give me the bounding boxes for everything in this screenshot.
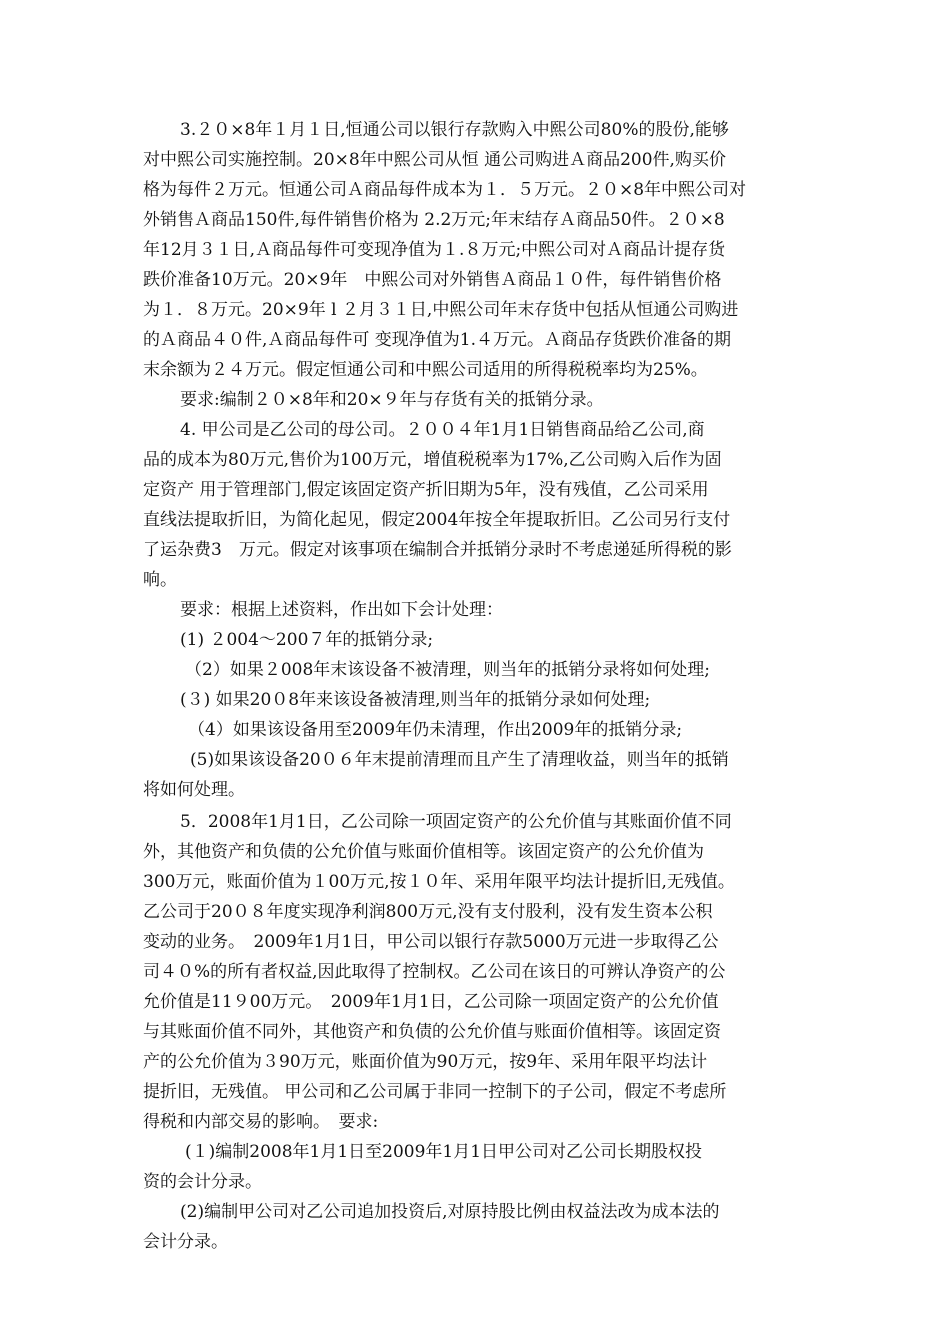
text-line: 要求：根据上述资料，作出如下会计处理： (180, 600, 503, 620)
text-line: 变动的业务。 2009年1月1日，甲公司以银行存款5000万元进一步取得乙公 (143, 932, 719, 952)
text-line: 为１．８万元。20×9年 l ２月３１日,中熙公司年末存货中包括从恒通公司购进 (143, 300, 739, 320)
text-line: 外，其他资产和负债的公允价值与账面价值相等。该固定资产的公允价值为 (143, 842, 704, 862)
text-line: 4. 甲公司是乙公司的母公司。２００４年1月1日销售商品给乙公司,商 (180, 420, 705, 440)
text-line: 年12月３１日,Ａ商品每件可变现净值为１.８万元;中熙公司对Ａ商品计提存货 (143, 240, 726, 260)
text-line: 将如何处理。 (143, 780, 245, 800)
text-line: (１)编制2008年1月1日至2009年1月1日甲公司对乙公司长期股权投 (185, 1142, 703, 1162)
text-line: （2）如果２008年末该设备不被清理，则当年的抵销分录将如何处理; (185, 660, 710, 680)
text-line: 格为每件２万元。恒通公司Ａ商品每件成本为１．５万元。２０×8年中熙公司对 (143, 180, 747, 200)
text-line: 司４０%的所有者权益,因此取得了控制权。乙公司在该日的可辨认净资产的公 (143, 962, 726, 982)
text-line: 跌价准备10万元。20×9年 中熙公司对外销售Ａ商品１０件，每件销售价格 (143, 270, 722, 290)
text-line: 资的会计分录。 (143, 1172, 262, 1192)
text-line: 要求:编制２０×8年和20×９年与存货有关的抵销分录。 (180, 390, 604, 410)
text-line: （4）如果该设备用至2009年仍未清理，作出2009年的抵销分录; (188, 720, 683, 740)
text-line: 外销售Ａ商品150件,每件销售价格为 2.2万元;年末结存Ａ商品50件。２０×8 (143, 210, 725, 230)
text-line: 3.２０×8年１月１日,恒通公司以银行存款购入中熙公司80%的股份,能够 (180, 120, 729, 140)
text-line: 会计分录。 (143, 1232, 228, 1252)
text-line: 5．2008年1月1日，乙公司除一项固定资产的公允价值与其账面价值不同 (180, 812, 732, 832)
text-line: 响。 (143, 570, 177, 590)
text-line: (３) 如果20０8年来该设备被清理,则当年的抵销分录如何处理; (180, 690, 651, 710)
text-line: 与其账面价值不同外，其他资产和负债的公允价值与账面价值相等。该固定资 (143, 1022, 721, 1042)
text-line: 允价值是11９00万元。 2009年1月1日，乙公司除一项固定资产的公允价值 (143, 992, 719, 1012)
text-line: (1) ２004～200７年的抵销分录; (180, 630, 434, 650)
text-line: 对中熙公司实施控制。20×8年中熙公司从恒 通公司购进Ａ商品200件,购买价 (143, 150, 726, 170)
text-line: 定资产 用于管理部门,假定该固定资产折旧期为5年，没有残值，乙公司采用 (143, 480, 709, 500)
text-line: 得税和内部交易的影响。 要求: (143, 1112, 379, 1132)
text-line: 乙公司于20０８年度实现净利润800万元,没有支付股利，没有发生资本公积 (143, 902, 713, 922)
text-line: (2)编制甲公司对乙公司追加投资后,对原持股比例由权益法改为成本法的 (180, 1202, 720, 1222)
text-line: 的Ａ商品４０件,Ａ商品每件可 变现净值为1.４万元。Ａ商品存货跌价准备的期 (143, 330, 732, 350)
text-line: 产的公允价值为３90万元，账面价值为90万元，按9年、采用年限平均法计 (143, 1052, 708, 1072)
text-line: 直线法提取折旧，为简化起见，假定2004年按全年提取折旧。乙公司另行支付 (143, 510, 731, 530)
text-line: 品的成本为80万元,售价为100万元，增值税税率为17%,乙公司购入后作为固 (143, 450, 722, 470)
text-line: 300万元，账面价值为１00万元,按１０年、采用年限平均法计提折旧,无残值。 (143, 872, 735, 892)
text-line: 末余额为２４万元。假定恒通公司和中熙公司适用的所得税税率均为25%。 (143, 360, 708, 380)
text-line: (5)如果该设备20０６年末提前清理而且产生了清理收益，则当年的抵销 (190, 750, 729, 770)
text-line: 提折旧，无残值。 甲公司和乙公司属于非同一控制下的子公司，假定不考虑所 (143, 1082, 727, 1102)
text-line: 了运杂费3 万元。假定对该事项在编制合并抵销分录时不考虑递延所得税的影 (143, 540, 732, 560)
